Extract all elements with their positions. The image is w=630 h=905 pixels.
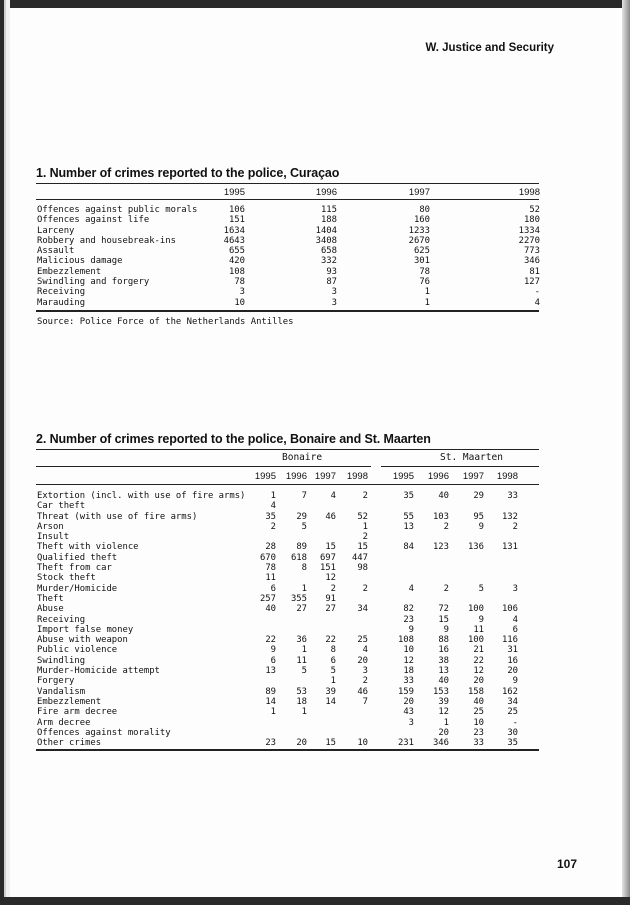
cell-value: 2 bbox=[512, 521, 518, 532]
cell-value: 34 bbox=[357, 604, 368, 615]
cell-value: 28 bbox=[265, 542, 276, 553]
cell-value: 81 bbox=[529, 266, 540, 277]
cell-value: 655 bbox=[228, 246, 245, 257]
cell-value: 22 bbox=[325, 635, 336, 646]
cell-value: 27 bbox=[296, 604, 307, 615]
row-label: Theft with violence bbox=[37, 542, 139, 553]
scan-border-top bbox=[0, 0, 630, 8]
cell-value: 2 bbox=[443, 583, 449, 594]
cell-value: 2 bbox=[362, 532, 368, 543]
cell-value: 1634 bbox=[223, 225, 245, 236]
cell-value: 89 bbox=[265, 686, 276, 697]
cell-value: 4643 bbox=[223, 235, 245, 246]
cell-value: 34 bbox=[507, 696, 518, 707]
cell-value: 3 bbox=[408, 717, 414, 728]
cell-value: 1 bbox=[301, 645, 307, 656]
cell-value: 115 bbox=[320, 205, 337, 215]
row-label: Abuse with weapon bbox=[37, 635, 128, 646]
running-head: W. Justice and Security bbox=[425, 42, 554, 54]
scan-border-bottom bbox=[0, 897, 630, 905]
cell-value: 10 bbox=[357, 738, 368, 749]
cell-value: 116 bbox=[501, 635, 518, 646]
cell-value: 40 bbox=[473, 696, 484, 707]
cell-value: 3 bbox=[239, 287, 245, 298]
table2-year-header: 1997 bbox=[314, 471, 336, 482]
row-label: Arson bbox=[37, 521, 64, 532]
cell-value: 103 bbox=[432, 511, 449, 522]
cell-value: 153 bbox=[432, 686, 449, 697]
cell-value: 93 bbox=[326, 266, 337, 277]
cell-value: 22 bbox=[473, 655, 484, 666]
row-label: Qualified theft bbox=[37, 552, 118, 563]
cell-value: 108 bbox=[228, 266, 245, 277]
cell-value: 29 bbox=[473, 491, 484, 501]
cell-value: 20 bbox=[403, 696, 414, 707]
cell-value: 16 bbox=[438, 645, 449, 656]
cell-value: 9 bbox=[270, 645, 276, 656]
cell-value: 22 bbox=[265, 635, 276, 646]
row-label: Public violence bbox=[37, 645, 118, 656]
cell-value: 13 bbox=[403, 521, 414, 532]
table2-title: 2. Number of crimes reported to the police, Bonaire and St. Maarten bbox=[36, 432, 431, 446]
row-label: Abuse bbox=[37, 604, 64, 615]
row-label: Car theft bbox=[37, 501, 86, 512]
cell-value: 159 bbox=[397, 686, 414, 697]
cell-value: 100 bbox=[467, 635, 484, 646]
cell-value: 346 bbox=[523, 256, 540, 267]
cell-value: 3 bbox=[331, 297, 337, 308]
row-label: Larceny bbox=[37, 225, 75, 236]
row-label: Theft from car bbox=[37, 563, 112, 574]
cell-value: 6 bbox=[270, 583, 276, 594]
cell-value: 2 bbox=[362, 491, 368, 501]
table1-year-header: 1995 bbox=[223, 187, 245, 198]
cell-value: 88 bbox=[438, 635, 449, 646]
cell-value: 39 bbox=[325, 686, 336, 697]
cell-value: 12 bbox=[473, 666, 484, 677]
cell-value: 35 bbox=[265, 511, 276, 522]
table2-year-header: 1996 bbox=[285, 471, 307, 482]
cell-value: 355 bbox=[290, 593, 307, 604]
cell-value: 10 bbox=[234, 297, 245, 308]
cell-value: 301 bbox=[413, 256, 430, 267]
cell-value: 4 bbox=[408, 583, 414, 594]
cell-value: 80 bbox=[419, 205, 430, 215]
cell-value: 46 bbox=[357, 686, 368, 697]
row-label: Embezzlement bbox=[37, 696, 102, 707]
cell-value: 106 bbox=[228, 205, 245, 215]
cell-value: 2 bbox=[270, 521, 276, 532]
row-label: Other crimes bbox=[37, 738, 102, 749]
cell-value: 35 bbox=[403, 491, 414, 501]
cell-value: 9 bbox=[478, 521, 484, 532]
scan-border-right bbox=[622, 0, 630, 905]
cell-value: - bbox=[534, 287, 540, 298]
cell-value: 231 bbox=[397, 738, 414, 749]
table1-header-rule bbox=[36, 199, 539, 200]
cell-value: 4 bbox=[512, 614, 518, 625]
table2-bottom-rule bbox=[36, 749, 539, 751]
row-label: Swindling and forgery bbox=[37, 277, 150, 288]
cell-value: 23 bbox=[265, 738, 276, 749]
cell-value: 5 bbox=[301, 521, 307, 532]
cell-value: 72 bbox=[438, 604, 449, 615]
cell-value: 38 bbox=[438, 655, 449, 666]
table2-year-header: 1998 bbox=[346, 471, 368, 482]
cell-value: 151 bbox=[319, 563, 336, 574]
st-maarten-group-rule bbox=[381, 466, 539, 467]
cell-value: 4 bbox=[534, 297, 540, 308]
cell-value: 20 bbox=[296, 738, 307, 749]
cell-value: 87 bbox=[326, 277, 337, 288]
cell-value: 4 bbox=[330, 491, 336, 501]
cell-value: 20 bbox=[473, 676, 484, 687]
cell-value: 5 bbox=[330, 666, 336, 677]
row-label: Arm decree bbox=[37, 717, 91, 728]
row-label: Receiving bbox=[37, 614, 86, 625]
cell-value: 10 bbox=[403, 645, 414, 656]
row-label: Forgery bbox=[37, 676, 75, 687]
cell-value: 1 bbox=[443, 717, 449, 728]
cell-value: 1 bbox=[424, 297, 430, 308]
cell-value: 20 bbox=[357, 655, 368, 666]
row-label: Receiving bbox=[37, 287, 86, 298]
cell-value: 30 bbox=[507, 727, 518, 738]
cell-value: 2670 bbox=[408, 235, 430, 246]
cell-value: 332 bbox=[320, 256, 337, 267]
cell-value: 625 bbox=[413, 246, 430, 257]
cell-value: 78 bbox=[419, 266, 430, 277]
cell-value: 89 bbox=[296, 542, 307, 553]
cell-value: 127 bbox=[523, 277, 540, 288]
cell-value: 6 bbox=[270, 655, 276, 666]
cell-value: 23 bbox=[403, 614, 414, 625]
cell-value: 8 bbox=[301, 563, 307, 574]
cell-value: 346 bbox=[432, 738, 449, 749]
cell-value: 40 bbox=[265, 604, 276, 615]
row-label: Murder/Homicide bbox=[37, 583, 118, 594]
table2-header-rule bbox=[36, 484, 539, 485]
cell-value: 3408 bbox=[315, 235, 337, 246]
cell-value: 20 bbox=[438, 727, 449, 738]
row-label: Offences against public morals bbox=[37, 205, 198, 215]
cell-value: 76 bbox=[419, 277, 430, 288]
cell-value: 11 bbox=[473, 624, 484, 635]
cell-value: 12 bbox=[325, 573, 336, 584]
cell-value: 15 bbox=[438, 614, 449, 625]
cell-value: 20 bbox=[507, 666, 518, 677]
page-number: 107 bbox=[557, 857, 578, 871]
cell-value: 108 bbox=[397, 635, 414, 646]
cell-value: 3 bbox=[331, 287, 337, 298]
row-label: Assault bbox=[37, 246, 75, 257]
cell-value: 11 bbox=[265, 573, 276, 584]
row-label: Stock theft bbox=[37, 573, 96, 584]
cell-value: 84 bbox=[403, 542, 414, 553]
cell-value: 9 bbox=[512, 676, 518, 687]
cell-value: 98 bbox=[357, 563, 368, 574]
cell-value: 18 bbox=[296, 696, 307, 707]
cell-value: 1 bbox=[362, 521, 368, 532]
cell-value: 4 bbox=[270, 501, 276, 512]
cell-value: 697 bbox=[319, 552, 336, 563]
cell-value: 13 bbox=[265, 666, 276, 677]
table1-source: Source: Police Force of the Netherlands Antilles bbox=[37, 317, 294, 327]
cell-value: 18 bbox=[403, 666, 414, 677]
cell-value: 1 bbox=[424, 287, 430, 298]
cell-value: 12 bbox=[438, 707, 449, 718]
cell-value: 1 bbox=[270, 707, 276, 718]
cell-value: 123 bbox=[432, 542, 449, 553]
table2-year-header: 1997 bbox=[462, 471, 484, 482]
cell-value: 25 bbox=[507, 707, 518, 718]
bonaire-group-rule bbox=[36, 466, 371, 467]
cell-value: 618 bbox=[290, 552, 307, 563]
row-label: Theft bbox=[37, 593, 64, 604]
row-label: Robbery and housebreak-ins bbox=[37, 235, 176, 246]
scan-border-left bbox=[0, 0, 10, 905]
cell-value: 25 bbox=[473, 707, 484, 718]
cell-value: 95 bbox=[473, 511, 484, 522]
cell-value: 33 bbox=[473, 738, 484, 749]
cell-value: 46 bbox=[325, 511, 336, 522]
cell-value: 14 bbox=[325, 696, 336, 707]
cell-value: 420 bbox=[228, 256, 245, 267]
cell-value: 82 bbox=[403, 604, 414, 615]
table2-year-header: 1998 bbox=[496, 471, 518, 482]
cell-value: 7 bbox=[301, 491, 307, 501]
row-label: Threat (with use of fire arms) bbox=[37, 511, 198, 522]
cell-value: 2 bbox=[330, 583, 336, 594]
cell-value: 78 bbox=[234, 277, 245, 288]
cell-value: 9 bbox=[443, 624, 449, 635]
cell-value: 3 bbox=[362, 666, 368, 677]
table1-title: 1. Number of crimes reported to the police, Curaçao bbox=[36, 166, 340, 180]
table2-year-header: 1996 bbox=[427, 471, 449, 482]
row-label: Fire arm decree bbox=[37, 707, 118, 718]
cell-value: 4 bbox=[362, 645, 368, 656]
cell-value: 5 bbox=[301, 666, 307, 677]
cell-value: 23 bbox=[473, 727, 484, 738]
cell-value: 43 bbox=[403, 707, 414, 718]
cell-value: 8 bbox=[330, 645, 336, 656]
cell-value: 25 bbox=[357, 635, 368, 646]
cell-value: 132 bbox=[501, 511, 518, 522]
cell-value: 7 bbox=[362, 696, 368, 707]
cell-value: 188 bbox=[320, 215, 337, 226]
cell-value: 11 bbox=[296, 655, 307, 666]
cell-value: 15 bbox=[325, 542, 336, 553]
row-label: Malicious damage bbox=[37, 256, 123, 267]
cell-value: 106 bbox=[501, 604, 518, 615]
cell-value: 6 bbox=[512, 624, 518, 635]
cell-value: 13 bbox=[438, 666, 449, 677]
row-label: Import false money bbox=[37, 624, 134, 635]
cell-value: 40 bbox=[438, 491, 449, 501]
table2-year-header: 1995 bbox=[392, 471, 414, 482]
table2-year-header: 1995 bbox=[254, 471, 276, 482]
table1-year-header: 1997 bbox=[408, 187, 430, 198]
cell-value: 1233 bbox=[408, 225, 430, 236]
cell-value: 33 bbox=[507, 491, 518, 501]
cell-value: 1 bbox=[270, 491, 276, 501]
cell-value: 9 bbox=[478, 614, 484, 625]
cell-value: 52 bbox=[357, 511, 368, 522]
cell-value: 36 bbox=[296, 635, 307, 646]
cell-value: 257 bbox=[259, 593, 276, 604]
cell-value: 447 bbox=[351, 552, 368, 563]
row-label: Murder-Homicide attempt bbox=[37, 666, 160, 677]
cell-value: 14 bbox=[265, 696, 276, 707]
cell-value: 6 bbox=[330, 655, 336, 666]
cell-value: 10 bbox=[473, 717, 484, 728]
cell-value: 5 bbox=[478, 583, 484, 594]
cell-value: 33 bbox=[403, 676, 414, 687]
cell-value: 21 bbox=[473, 645, 484, 656]
row-label: Insult bbox=[37, 532, 70, 543]
cell-value: 35 bbox=[507, 738, 518, 749]
table1-top-rule bbox=[36, 183, 539, 184]
cell-value: 136 bbox=[467, 542, 484, 553]
cell-value: - bbox=[512, 717, 518, 728]
cell-value: 131 bbox=[501, 542, 518, 553]
cell-value: 151 bbox=[228, 215, 245, 226]
table1-year-header: 1998 bbox=[518, 187, 540, 198]
cell-value: 160 bbox=[413, 215, 430, 226]
cell-value: 2270 bbox=[518, 235, 540, 246]
cell-value: 12 bbox=[403, 655, 414, 666]
cell-value: 15 bbox=[325, 738, 336, 749]
table2-top-rule bbox=[36, 449, 539, 450]
cell-value: 39 bbox=[438, 696, 449, 707]
cell-value: 158 bbox=[467, 686, 484, 697]
cell-value: 773 bbox=[523, 246, 540, 257]
group-header-st-maarten: St. Maarten bbox=[440, 452, 503, 463]
cell-value: 55 bbox=[403, 511, 414, 522]
cell-value: 1404 bbox=[315, 225, 337, 236]
cell-value: 52 bbox=[529, 205, 540, 215]
row-label: Offences against morality bbox=[37, 727, 171, 738]
cell-value: 658 bbox=[320, 246, 337, 257]
row-label: Marauding bbox=[37, 297, 86, 308]
row-label: Vandalism bbox=[37, 686, 86, 697]
cell-value: 1 bbox=[301, 583, 307, 594]
cell-value: 91 bbox=[325, 593, 336, 604]
table1-year-header: 1996 bbox=[315, 187, 337, 198]
cell-value: 29 bbox=[296, 511, 307, 522]
cell-value: 162 bbox=[501, 686, 518, 697]
cell-value: 2 bbox=[362, 583, 368, 594]
cell-value: 2 bbox=[443, 521, 449, 532]
cell-value: 16 bbox=[507, 655, 518, 666]
cell-value: 2 bbox=[362, 676, 368, 687]
cell-value: 9 bbox=[408, 624, 414, 635]
cell-value: 1 bbox=[301, 707, 307, 718]
cell-value: 3 bbox=[512, 583, 518, 594]
cell-value: 27 bbox=[325, 604, 336, 615]
cell-value: 670 bbox=[259, 552, 276, 563]
cell-value: 100 bbox=[467, 604, 484, 615]
cell-value: 180 bbox=[523, 215, 540, 226]
cell-value: 78 bbox=[265, 563, 276, 574]
cell-value: 1 bbox=[330, 676, 336, 687]
cell-value: 1334 bbox=[518, 225, 540, 236]
row-label: Offences against life bbox=[37, 215, 150, 226]
row-label: Embezzlement bbox=[37, 266, 102, 277]
row-label: Extortion (incl. with use of fire arms) bbox=[37, 491, 246, 501]
cell-value: 31 bbox=[507, 645, 518, 656]
group-header-bonaire: Bonaire bbox=[282, 452, 323, 463]
cell-value: 40 bbox=[438, 676, 449, 687]
cell-value: 15 bbox=[357, 542, 368, 553]
table1-bottom-rule bbox=[36, 310, 539, 312]
row-label: Swindling bbox=[37, 655, 86, 666]
cell-value: 53 bbox=[296, 686, 307, 697]
